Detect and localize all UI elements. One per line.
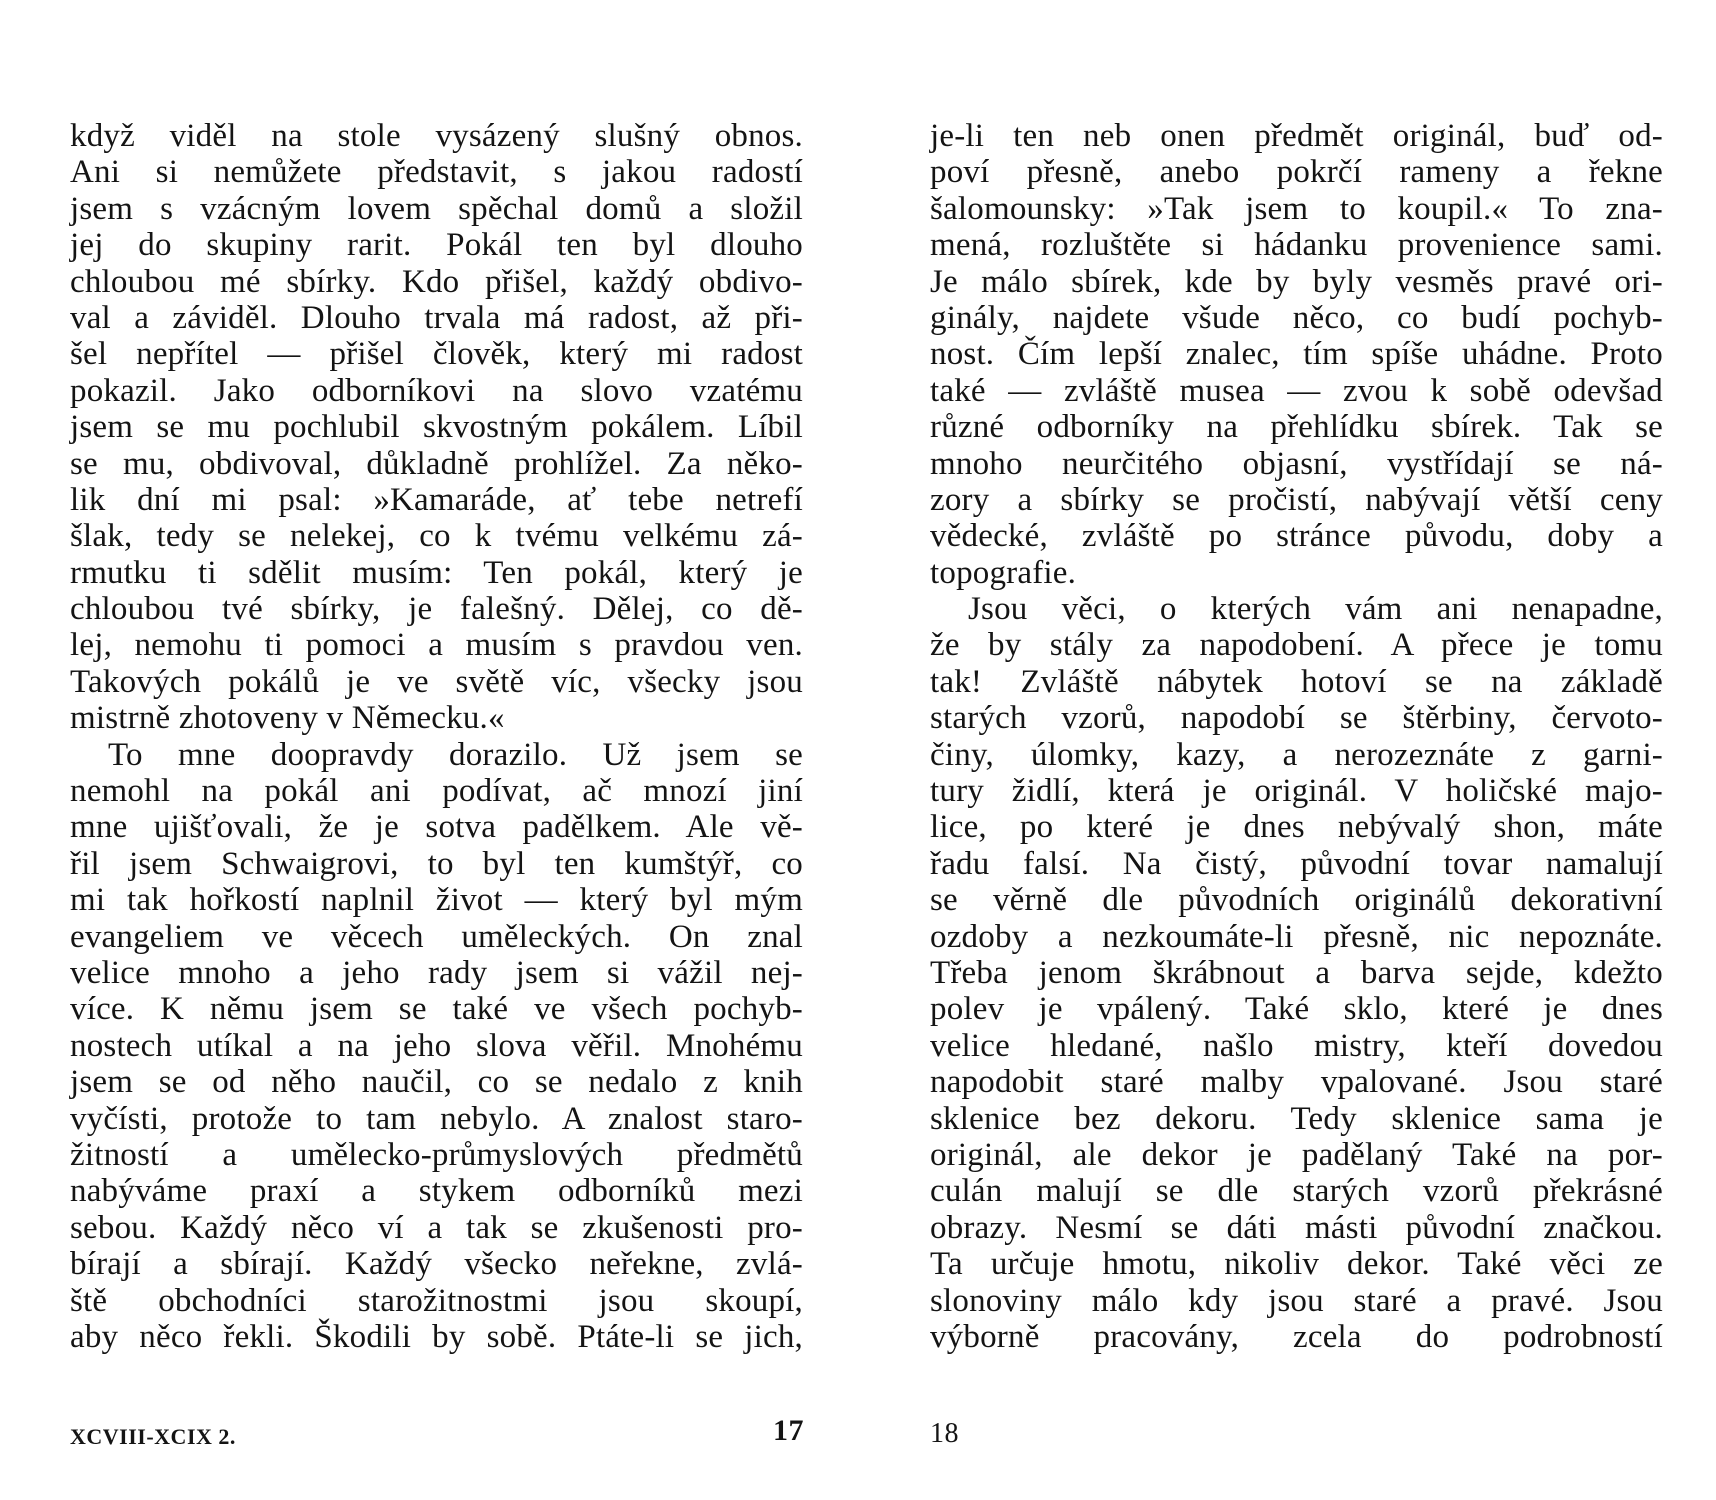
text-line: činy, úlomky, kazy, a nerozeznáte z garni- (930, 736, 1663, 773)
text-line: mi tak hořkostí naplnil život — který byl mým (70, 882, 803, 919)
text-line: Ani si nemůžete představit, s jakou radostí (70, 154, 803, 191)
text-line: pokazil. Jako odborníkovi na slovo vzatému (70, 372, 803, 409)
text-line: je-li ten neb onen předmět originál, buď od- (930, 118, 1663, 154)
text-line: nabýváme praxí a stykem odborníků mezi (70, 1173, 803, 1210)
text-line: bírají a sbírají. Každý všecko neřekne, zvlá- (70, 1246, 803, 1283)
text-line: To mne doopravdy dorazilo. Už jsem se (108, 736, 803, 773)
text-line: mne ujišťovali, že je sotva padělkem. Ale vě- (70, 809, 803, 846)
text-line: jsem s vzácným lovem spěchal domů a složil (70, 190, 803, 227)
text-line: mená, rozluštěte si hádanku provenience sami. (930, 227, 1663, 264)
text-line: se věrně dle původních originálů dekorativní (930, 882, 1663, 919)
text-line: Třeba jenom škrábnout a barva sejde, kdežto (930, 954, 1663, 991)
text-line: různé odborníky na přehlídku sbírek. Tak se (930, 409, 1663, 446)
page-number-left: 17 (773, 1414, 804, 1447)
text-line: že by stály za napodobení. A přece je tomu (930, 627, 1663, 664)
right-page (858, 0, 1716, 1500)
text-line: zory a sbírky se pročistí, nabývají větší ceny (930, 481, 1663, 518)
left-page-text (70, 118, 803, 1355)
text-line: poví přesně, anebo pokrčí rameny a řekne (930, 154, 1663, 191)
printer-signature: XCVIII-XCIX 2. (70, 1424, 236, 1449)
text-line: Takových pokálů je ve světě víc, všecky jsou (70, 663, 803, 700)
text-line: originál, ale dekor je padělaný Také na por- (930, 1136, 1663, 1173)
text-line: velice mnoho a jeho rady jsem si vážil nej- (70, 954, 803, 991)
text-line: val a záviděl. Dlouho trvala má radost, až při- (70, 299, 803, 336)
text-line: tak! Zvláště nábytek hotoví se na základě (930, 663, 1663, 700)
text-line: chloubou mé sbírky. Kdo přišel, každý obdivo- (70, 263, 803, 300)
text-line: šlak, tedy se nelekej, co k tvému velkému zá- (70, 518, 803, 555)
text-line: napodobit staré malby vpalované. Jsou staré (930, 1064, 1663, 1101)
text-line: sebou. Každý něco ví a tak se zkušenosti pro- (70, 1209, 803, 1246)
text-line: ginály, najdete všude něco, co budí pochyb- (930, 299, 1663, 336)
text-line: řil jsem Schwaigrovi, to byl ten kumštýř, co (70, 845, 803, 882)
text-line: rmutku ti sdělit musím: Ten pokál, který je (70, 554, 803, 591)
text-line: sklenice bez dekoru. Tedy sklenice sama je (930, 1100, 1663, 1137)
text-line: Je málo sbírek, kde by byly vesměs pravé ori- (930, 263, 1663, 300)
text-line: mnoho neurčitého objasní, vystřídají se ná- (930, 445, 1663, 482)
text-line: vědecké, zvláště po stránce původu, doby a (930, 518, 1663, 555)
text-line: jsem se od něho naučil, co se nedalo z knih (70, 1064, 803, 1101)
text-line: mistrně zhotoveny v Německu.« (70, 700, 505, 737)
text-line: šel nepřítel — přišel člověk, který mi radost (70, 336, 803, 373)
text-line: výborně pracovány, zcela do podrobností (930, 1318, 1663, 1355)
page-number-right: 18 (930, 1418, 959, 1449)
text-line: jsem se mu pochlubil skvostným pokálem. Líbil (70, 409, 803, 446)
text-line: lik dní mi psal: »Kamaráde, ať tebe netrefí (70, 481, 803, 518)
text-line: také — zvláště musea — zvou k sobě odevšad (930, 372, 1663, 409)
text-line: více. K němu jsem se také ve všech pochyb- (70, 991, 803, 1028)
text-line: nostech utíkal a na jeho slova věřil. Mnohému (70, 1027, 803, 1064)
text-line: Ta určuje hmotu, nikoliv dekor. Také věci ze (930, 1246, 1663, 1283)
text-line: řadu falsí. Na čistý, původní tovar namalují (930, 845, 1663, 882)
text-line: vyčísti, protože to tam nebylo. A znalost staro- (70, 1100, 803, 1137)
text-line: tury židlí, která je originál. V holičské majo- (930, 773, 1663, 810)
text-line: žitností a umělecko-průmyslových předmětů (70, 1136, 803, 1173)
text-line: šalomounsky: »Tak jsem to koupil.« To zna- (930, 190, 1663, 227)
text-line: culán malují se dle starých vzorů překrásné (930, 1173, 1663, 1210)
text-line: aby něco řekli. Škodili by sobě. Ptáte-li se jich, (70, 1318, 803, 1355)
text-line: evangeliem ve věcech uměleckých. On znal (70, 918, 803, 955)
text-line: ozdoby a nezkoumáte-li přesně, nic nepoznáte. (930, 918, 1663, 955)
text-line: když viděl na stole vysázený slušný obnos. (70, 118, 803, 154)
text-line: chloubou tvé sbírky, je falešný. Dělej, co dě- (70, 591, 803, 628)
text-line: ště obchodníci starožitnostmi jsou skoupí, (70, 1282, 803, 1319)
text-line: velice hledané, našlo mistry, kteří dovedou (930, 1027, 1663, 1064)
text-line: se mu, obdivoval, důkladně prohlížel. Za něko- (70, 445, 803, 482)
text-line: Jsou věci, o kterých vám ani nenapadne, (968, 591, 1663, 628)
text-line: slonoviny málo kdy jsou staré a pravé. Jsou (930, 1282, 1663, 1319)
text-line: jej do skupiny rarit. Pokál ten byl dlouho (70, 227, 803, 264)
text-line: obrazy. Nesmí se dáti másti původní značkou. (930, 1209, 1663, 1246)
right-page-text (930, 118, 1663, 1355)
text-line: nost. Čím lepší znalec, tím spíše uhádne. Proto (930, 336, 1663, 373)
text-line: lej, nemohu ti pomoci a musím s pravdou ven. (70, 627, 803, 664)
text-line: topografie. (930, 554, 1077, 591)
text-line: polev je vpálený. Také sklo, které je dnes (930, 991, 1663, 1028)
text-line: starých vzorů, napodobí se štěrbiny, červoto- (930, 700, 1663, 737)
text-line: nemohl na pokál ani podívat, ač mnozí jiní (70, 773, 803, 810)
text-line: lice, po které je dnes nebývalý shon, máte (930, 809, 1663, 846)
